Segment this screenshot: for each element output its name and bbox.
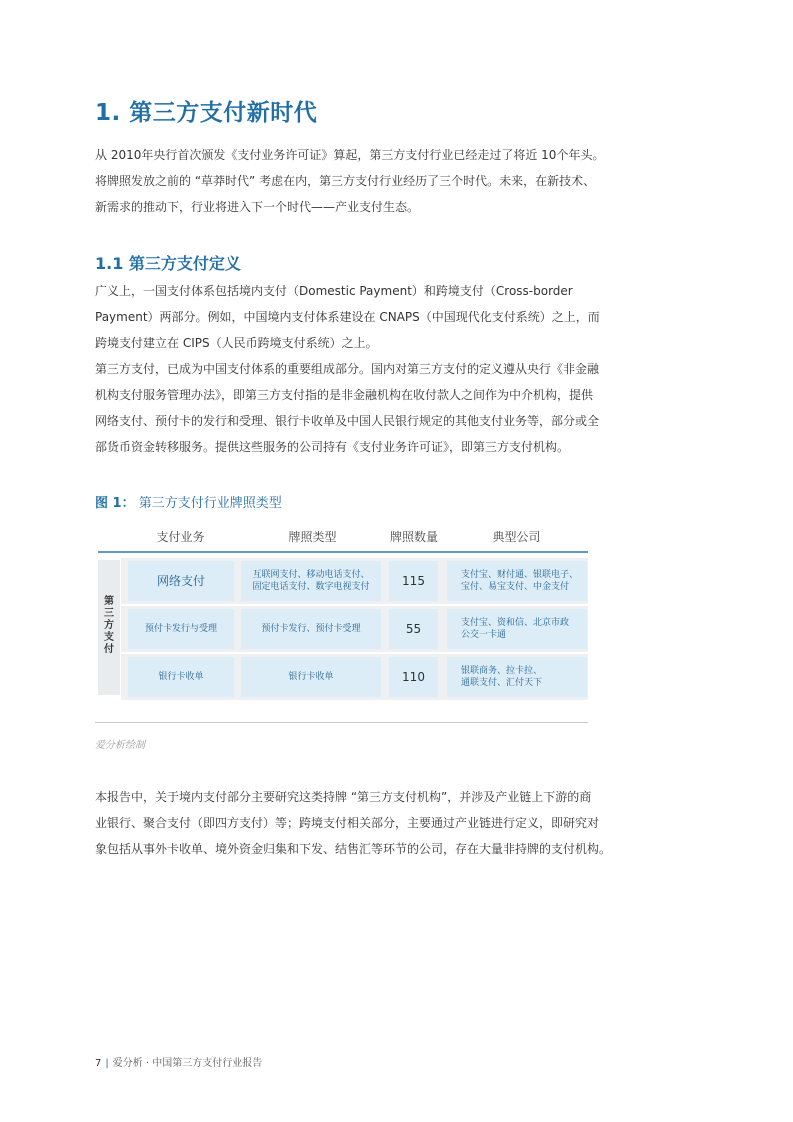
company-line: 银联商务、拉卡拉、 [461,666,543,676]
side-label [103,596,115,656]
cell-companies [447,657,587,697]
closing-paragraph [95,784,612,862]
header-license-type: 牌照类型 [288,530,337,544]
cell-companies [447,561,587,601]
company-line: 通联支付、汇付天下 [461,678,543,688]
footer-text: 爱分析 · 中国第三方支付行业报告 [112,1058,263,1069]
paragraph-line: 广义上，一国支付体系包括境内支付（Domestic Payment）和跨境支付（Cross-border [95,284,573,298]
company-line: 宝付、易宝支付、中金支付 [461,582,570,592]
figure-caption: 第三方支付行业牌照类型 [138,496,282,511]
side-char: 付 [104,644,114,655]
figure-source: 爱分析绘制 [95,740,145,751]
license-type-line: 互联网支付、移动电话支付、 [252,570,370,580]
cell-count: 115 [389,561,438,601]
figure-label: 图 1： [95,496,135,511]
company-line: 公交一卡通 [461,630,507,640]
cell-companies [447,609,587,649]
cell-license-type [241,657,381,697]
intro-paragraph [95,142,605,220]
company-line: 支付宝、财付通、银联电子、 [461,570,579,580]
cell-business: 网络支付 [128,561,234,601]
side-char: 支 [104,632,114,643]
header-business: 支付业务 [156,530,205,544]
intro-line: 将牌照发放之前的 “草莽时代” 考虑在内，第三方支付行业经历了三个时代。未来，在新技术、 [95,174,596,188]
intro-line: 从 2010年央行首次颁发《支付业务许可证》算起，第三方支付行业已经走过了将近 10个年头。 [95,148,605,162]
figure-divider [95,722,588,723]
paragraph-line: 第三方支付，已成为中国支付体系的重要组成部分。国内对第三方支付的定义遵从央行《非金融 [95,362,600,376]
paragraph-line: 部货币资金转移服务。提供这些服务的公司持有《支付业务许可证》，即第三方支付机构。 [95,440,570,454]
cell-business: 银行卡收单 [128,657,234,697]
side-char: 方 [104,620,114,631]
footer-separator: | [105,1058,109,1069]
license-type-line: 固定电话支付、数字电视支付 [252,582,370,592]
intro-line: 新需求的推动下，行业将进入下一个时代——产业支付生态。 [95,200,420,214]
cell-business: 预付卡发行与受理 [128,609,234,649]
paragraph-line: 跨境支付建立在 CIPS（人民币跨境支付系统）之上。 [95,336,378,350]
subsection-title: 1.1 第三方支付定义 [95,254,241,273]
section-title: 1. 第三方支付新时代 [95,100,318,126]
cell-count: 110 [389,657,438,697]
company-line: 支付宝、资和信、北京市政 [461,618,570,628]
definition-paragraph-2 [95,356,600,460]
paragraph-line: 业银行、聚合支付（即四方支付）等；跨境支付相关部分，主要通过产业链进行定义，即研究对 [95,816,600,830]
license-type-line: 预付卡发行、预付卡受理 [261,624,361,634]
table-header-rule [98,551,588,553]
page-number: 7 [95,1058,102,1069]
cell-count: 55 [389,609,438,649]
figure-title [95,492,282,511]
cell-license-type [241,609,381,649]
side-char: 三 [104,608,114,619]
paragraph-line: 网络支付、预付卡的发行和受理、银行卡收单及中国人民银行规定的其他支付业务等，部分或全 [95,414,600,428]
cell-license-type [241,561,381,601]
header-license-count: 牌照数量 [389,530,438,544]
paragraph-line: Payment）两部分。例如，中国境内支付体系建设在 CNAPS（中国现代化支付系统）之上，而 [95,310,600,324]
paragraph-line: 本报告中，关于境内支付部分主要研究这类持牌 “第三方支付机构”，并涉及产业链上下游的商 [95,790,592,804]
paragraph-line: 机构支付服务管理办法》，即第三方支付指的是非金融机构在收付款人之间作为中介机构，提供 [95,388,594,402]
paragraph-line: 象包括从事外卡收单、境外资金归集和下发、结售汇等环节的公司，存在大量非持牌的支付机构。 [95,842,612,856]
license-type-line: 银行卡收单 [288,672,334,682]
definition-paragraph-1 [95,278,600,356]
header-companies: 典型公司 [492,530,541,544]
page-footer [95,1054,262,1069]
side-char: 第 [104,596,114,607]
